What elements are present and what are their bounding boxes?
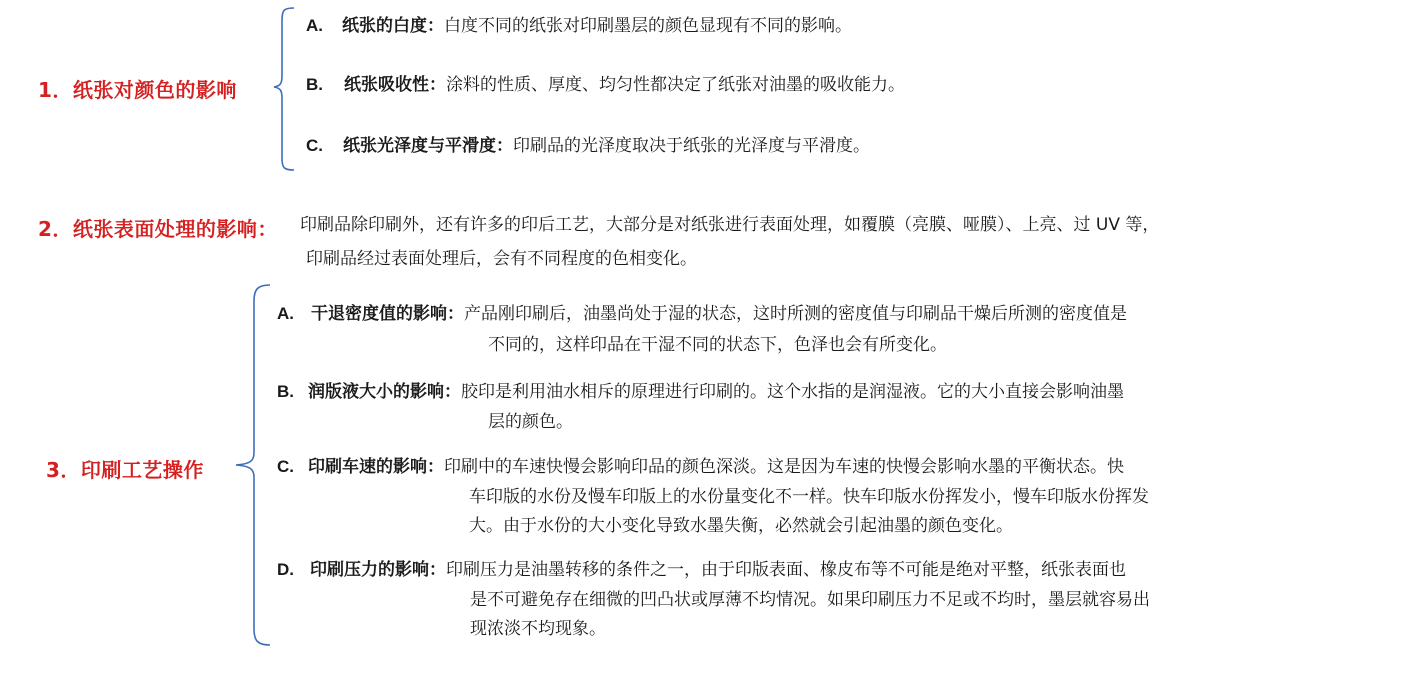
item-term: 印刷车速的影响：: [308, 457, 444, 477]
section-3-heading: 3．印刷工艺操作: [46, 458, 204, 482]
section-3-item-a: [277, 304, 1127, 324]
section-1-item-b: [306, 75, 905, 95]
section-2-line-2: 印刷品经过表面处理后，会有不同程度的色相变化。: [306, 249, 697, 269]
item-desc: 白度不同的纸张对印刷墨层的颜色显现有不同的影响。: [444, 16, 852, 36]
section-1-item-a: [306, 16, 852, 36]
item-letter: C.: [306, 136, 323, 155]
section-1-brace: [270, 6, 300, 174]
section-3-item-c: [277, 457, 1124, 477]
item-desc-line: 印刷压力是油墨转移的条件之一，由于印版表面、橡皮布等不可能是绝对平整，纸张表面也: [446, 560, 1126, 580]
item-term: 纸张吸收性：: [344, 75, 446, 95]
section-3-item-c-cont-1: 车印版的水份及慢车印版上的水份量变化不一样。快车印版水份挥发小，慢车印版水份挥发: [469, 487, 1149, 507]
item-term: 干退密度值的影响：: [311, 304, 464, 324]
item-letter: D.: [277, 560, 294, 579]
section-3-item-b: [277, 382, 1124, 402]
section-3-item-d-cont-1: 是不可避免存在细微的凹凸状或厚薄不均情况。如果印刷压力不足或不均时，墨层就容易出: [470, 590, 1150, 610]
item-desc: 印刷品的光泽度取决于纸张的光泽度与平滑度。: [513, 136, 870, 156]
item-desc-line: 印刷中的车速快慢会影响印品的颜色深淡。这是因为车速的快慢会影响水墨的平衡状态。快: [444, 457, 1124, 477]
item-desc-line: 产品刚印刷后，油墨尚处于湿的状态，这时所测的密度值与印刷品干燥后所测的密度值是: [464, 304, 1127, 324]
section-3-brace: [232, 283, 276, 647]
item-term: 纸张的白度：: [342, 16, 444, 36]
item-term: 印刷压力的影响：: [310, 560, 446, 580]
section-1-item-c: [306, 136, 870, 156]
section-2-line-1: 印刷品除印刷外，还有许多的印后工艺，大部分是对纸张进行表面处理，如覆膜（亮膜、哑膜）、上亮、过 UV 等，: [300, 215, 1160, 235]
section-2-heading: 2．纸张表面处理的影响：: [38, 217, 278, 241]
section-3-item-d: [277, 560, 1126, 580]
section-3-item-a-cont: 不同的，这样印品在干湿不同的状态下，色泽也会有所变化。: [488, 335, 947, 355]
section-3-item-d-cont-2: 现浓淡不均现象。: [470, 619, 606, 639]
item-term: 纸张光泽度与平滑度：: [343, 136, 513, 156]
item-desc: 涂料的性质、厚度、均匀性都决定了纸张对油墨的吸收能力。: [446, 75, 905, 95]
section-3-item-b-cont: 层的颜色。: [488, 412, 573, 432]
item-desc-line: 胶印是利用油水相斥的原理进行印刷的。这个水指的是润湿液。它的大小直接会影响油墨: [461, 382, 1124, 402]
section-3-item-c-cont-2: 大。由于水份的大小变化导致水墨失衡，必然就会引起油墨的颜色变化。: [469, 516, 1013, 536]
item-letter: C.: [277, 457, 294, 476]
item-letter: B.: [306, 75, 323, 94]
item-letter: A.: [277, 304, 294, 323]
item-term: 润版液大小的影响：: [308, 382, 461, 402]
item-letter: B.: [277, 382, 294, 401]
section-1-heading: 1．纸张对颜色的影响: [38, 78, 237, 102]
item-letter: A.: [306, 16, 323, 35]
